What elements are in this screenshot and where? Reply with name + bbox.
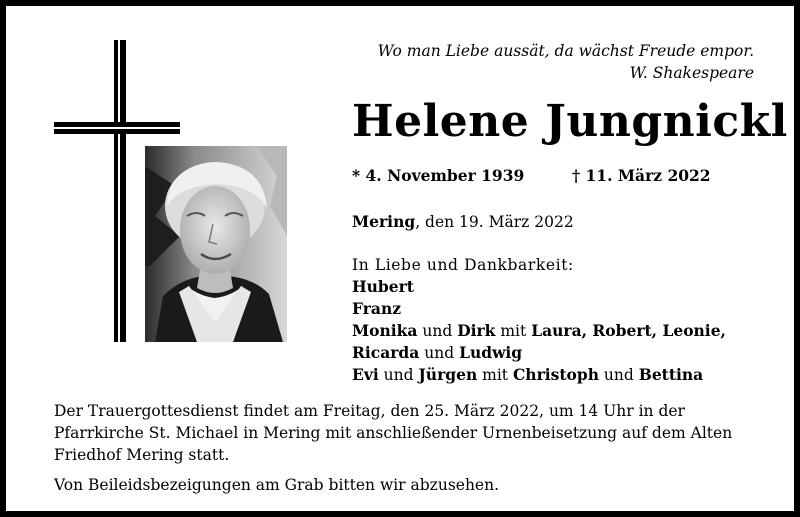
mourner-line	[352, 298, 726, 320]
portrait-photo	[145, 146, 287, 342]
birth-date-text: 4. November 1939	[365, 166, 525, 185]
mourners-intro: In Liebe und Dankbarkeit:	[352, 256, 574, 274]
mourner-conjunction: und	[378, 366, 419, 384]
service-note: Von Beileidsbezeigungen am Grab bitten wir abzusehen.	[54, 476, 500, 494]
deceased-name: Helene Jungnickl	[352, 96, 788, 147]
death-symbol: †	[572, 166, 581, 185]
mourners-block	[352, 254, 726, 386]
mourner-name: Franz	[352, 299, 402, 318]
mourner-name: Christoph	[512, 365, 599, 384]
death-date	[572, 166, 711, 185]
cross-icon	[114, 40, 126, 342]
mourner-conjunction: und	[419, 344, 460, 362]
mourner-name: Laura, Robert, Leonie,	[531, 321, 726, 340]
place-name: Mering	[352, 212, 416, 231]
mourner-name: Jürgen	[418, 365, 478, 384]
cross-icon-bar	[54, 122, 180, 134]
place-separator: , den	[415, 213, 460, 231]
mourner-line	[352, 364, 726, 386]
quote-block	[324, 40, 754, 84]
birth-symbol: *	[352, 166, 361, 185]
mourner-name: Ludwig	[459, 343, 523, 362]
mourner-line	[352, 320, 726, 342]
mourner-conjunction: mit	[477, 366, 513, 384]
mourner-name: Bettina	[638, 365, 704, 384]
mourner-name: Dirk	[457, 321, 496, 340]
place-date-line	[352, 212, 574, 231]
death-date-text: 11. März 2022	[585, 166, 711, 185]
mourner-conjunction: und	[598, 366, 639, 384]
mourner-conjunction: mit	[495, 322, 532, 340]
mourner-name: Evi	[352, 365, 379, 384]
quote-text: Wo man Liebe aussät, da wächst Freude empor.	[377, 42, 754, 60]
mourner-name: Ricarda	[352, 343, 420, 362]
quote-author: W. Shakespeare	[629, 64, 754, 82]
service-text: Der Trauergottesdienst findet am Freitag, den 25. März 2022, um 14 Uhr in der Pfarrkirche St. Michael in Mering mit anschließender Urnenbeisetzung auf dem Alten Friedhof Mering statt.	[54, 402, 733, 464]
mourner-line	[352, 342, 726, 364]
mourner-line	[352, 276, 726, 298]
mourner-conjunction: und	[417, 322, 458, 340]
place-date: 19. März 2022	[459, 213, 574, 231]
mourner-name: Hubert	[352, 277, 414, 296]
mourner-name: Monika	[352, 321, 418, 340]
portrait-image	[145, 146, 287, 342]
birth-date	[352, 166, 524, 185]
service-info	[54, 400, 774, 496]
